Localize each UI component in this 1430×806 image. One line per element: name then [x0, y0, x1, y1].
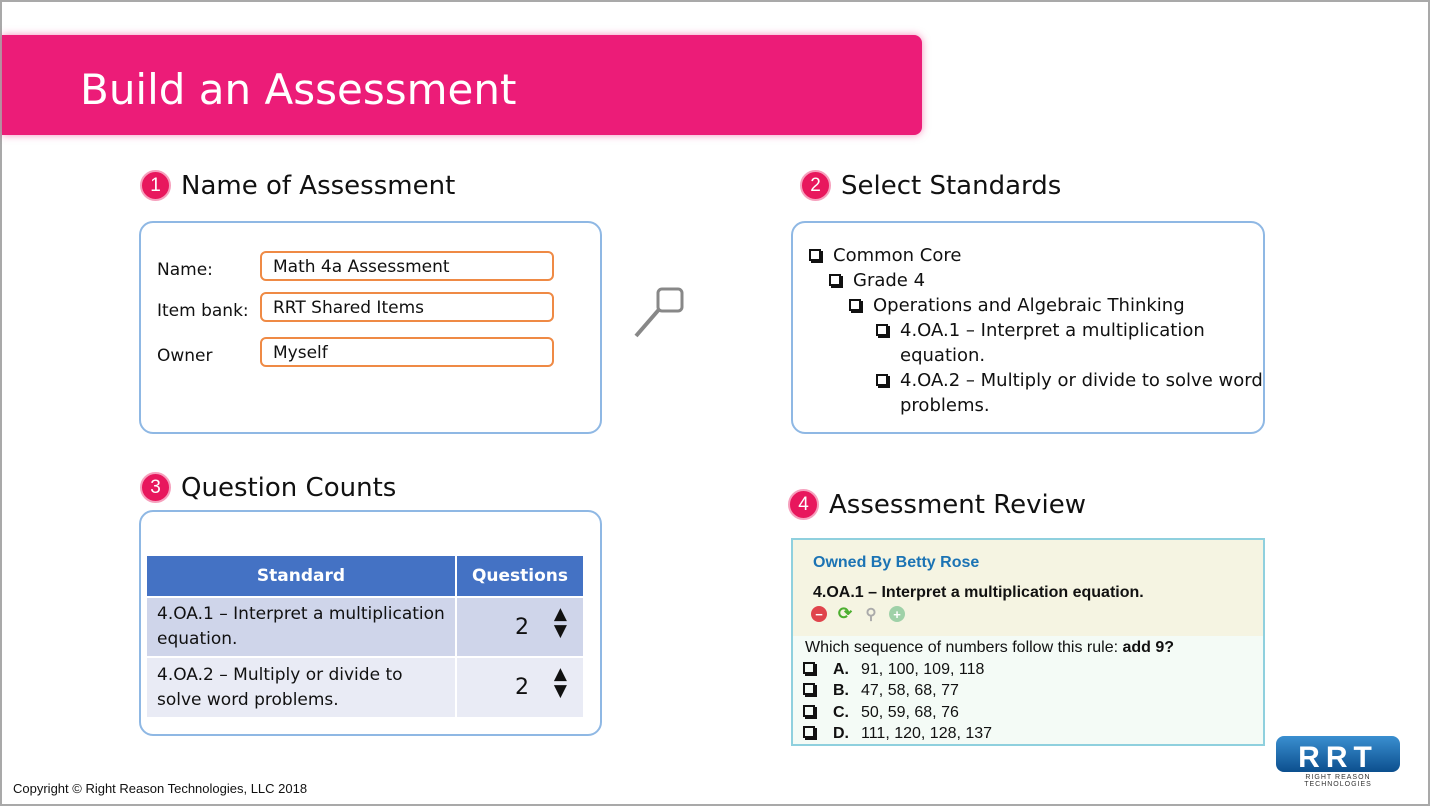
owner-label: Owner [157, 346, 213, 366]
name-panel [139, 221, 602, 434]
option-c[interactable]: C. 50, 59, 68, 76 [803, 704, 959, 722]
item-bank-label: Item bank: [157, 301, 249, 321]
tree-item-4oa1[interactable]: 4.OA.1 – Interpret a multiplication [876, 318, 1205, 343]
section-1-heading [140, 170, 455, 201]
checkbox[interactable] [803, 662, 815, 674]
checkbox[interactable] [803, 683, 815, 695]
table-row [147, 657, 584, 717]
checkbox[interactable] [829, 274, 841, 286]
section-title: Question Counts [181, 472, 397, 503]
tree-item-grade-4[interactable]: Grade 4 [829, 268, 925, 293]
page-title: Build an Assessment [80, 65, 517, 114]
section-title: Assessment Review [829, 489, 1086, 520]
question-count-cell [456, 597, 584, 657]
checkbox[interactable] [876, 374, 888, 386]
refresh-icon[interactable]: ⟳ [837, 604, 853, 623]
name-label: Name: [157, 260, 213, 280]
option-a[interactable]: A. 91, 100, 109, 118 [803, 661, 984, 679]
name-input[interactable]: Math 4a Assessment [260, 251, 554, 281]
copyright-text: Copyright © Right Reason Technologies, LLC 2018 [13, 781, 308, 796]
tree-item-4oa2[interactable]: 4.OA.2 – Multiply or divide to solve word [876, 368, 1263, 393]
table-row [147, 597, 584, 657]
tree-item-4oa1-cont: equation. [900, 345, 986, 366]
question-counts-table [147, 556, 585, 717]
section-3-heading [140, 472, 396, 503]
step-badge: 4 [788, 489, 819, 520]
rrt-logo: RRT RIGHT REASON TECHNOLOGIES [1276, 736, 1400, 784]
section-title: Name of Assessment [181, 170, 456, 201]
tree-item-common-core[interactable]: Common Core [809, 243, 961, 268]
section-2-heading [800, 170, 1061, 201]
checkbox[interactable] [849, 299, 861, 311]
checkbox[interactable] [876, 324, 888, 336]
quantity-stepper-icon[interactable]: ▲ ▼ [553, 604, 567, 641]
add-icon[interactable]: + [889, 606, 905, 622]
count-value[interactable]: 2 [515, 614, 529, 640]
tree-item-4oa2-cont: problems. [900, 395, 990, 416]
item-bank-input[interactable]: RRT Shared Items [260, 292, 554, 322]
header-standard: Standard [147, 556, 456, 597]
step-badge: 1 [140, 170, 171, 201]
option-b[interactable]: B. 47, 58, 68, 77 [803, 682, 959, 700]
step-badge: 3 [140, 472, 171, 503]
quantity-stepper-icon[interactable]: ▲ ▼ [553, 664, 567, 701]
count-value[interactable]: 2 [515, 675, 529, 700]
option-d[interactable]: D. 111, 120, 128, 137 [803, 725, 992, 743]
review-header [793, 540, 1263, 636]
section-title: Select Standards [841, 170, 1062, 201]
magnifier-icon [632, 286, 688, 342]
checkbox[interactable] [809, 249, 821, 261]
step-badge: 2 [800, 170, 831, 201]
standard-text: 4.OA.1 – Interpret a multiplication equation. [813, 584, 1144, 601]
assessment-review-panel [791, 538, 1265, 746]
checkbox[interactable] [803, 705, 815, 717]
title-banner [2, 35, 922, 135]
standards-panel [791, 221, 1265, 434]
section-4-heading [788, 489, 1086, 520]
standard-cell: 4.OA.2 – Multiply or divide to solve word problems. [147, 657, 456, 717]
question-text: Which sequence of numbers follow this rule: add 9? [805, 639, 1175, 656]
standard-cell: 4.OA.1 – Interpret a multiplication equation. [147, 597, 456, 657]
owner-text: Owned By Betty Rose [813, 554, 980, 571]
owner-input[interactable]: Myself [260, 337, 554, 367]
question-count-cell [456, 657, 584, 717]
header-questions: Questions [456, 556, 584, 597]
search-icon[interactable]: ⚲ [865, 606, 877, 623]
checkbox[interactable] [803, 726, 815, 738]
tree-item-operations[interactable]: Operations and Algebraic Thinking [849, 293, 1185, 318]
remove-icon[interactable]: − [811, 606, 827, 622]
